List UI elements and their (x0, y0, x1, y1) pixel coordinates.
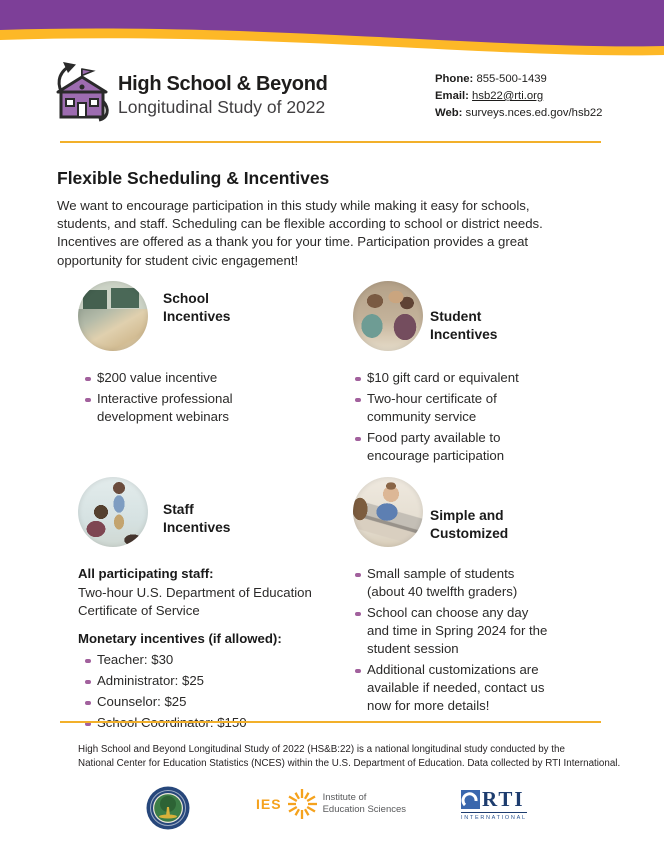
ies-name-line: Institute of (322, 791, 367, 803)
classroom-photo (78, 281, 148, 351)
bullet-item (78, 714, 350, 732)
section-body (348, 565, 583, 718)
intro-paragraph (57, 197, 543, 270)
header-wave-graphic (0, 0, 664, 62)
intro-line: students, and staff. Scheduling can be flexible according to school or district needs. (57, 216, 543, 232)
bullet-item: Administrator: $25 (78, 672, 350, 690)
custom-bullet-list (348, 565, 583, 715)
bullet-item: Counselor: $25 (78, 693, 350, 711)
contact-web-row (435, 105, 602, 122)
ed-seal-graphic (146, 786, 190, 830)
rti-logo (461, 789, 527, 821)
section-title: Staff Incentives (163, 502, 231, 535)
ies-logo (256, 786, 406, 822)
student-laptop-photo (353, 477, 423, 547)
bottom-divider (60, 721, 601, 723)
section-title: School Incentives (163, 291, 231, 324)
logo-title: High School & Beyond (118, 73, 328, 95)
intro-line: We want to encourage participation in this study while making it easy for schools, (57, 198, 530, 213)
ies-acronym: IES (256, 796, 282, 812)
page-title: Flexible Scheduling & Incentives (57, 168, 330, 188)
rti-international-label: INTERNATIONAL (461, 812, 527, 821)
brand-logo (52, 60, 328, 124)
section-body (78, 369, 298, 429)
disclaimer-line: National Center for Education Statistics (NCES) within the U.S. Department of Education. Data collected by RTI International. (78, 758, 621, 769)
rti-logo-top (461, 789, 527, 810)
monetary-label: Monetary incentives (if allowed): (78, 631, 282, 646)
top-divider (60, 141, 601, 143)
web-label: Web: (435, 107, 463, 119)
bullet-item: School can choose any day and time in Spring 2024 for the student session (348, 604, 548, 658)
bullet-item: Two-hour certificate of community service (348, 390, 553, 426)
intro-line: opportunity for student civic engagement! (57, 252, 299, 268)
logo-text (118, 74, 328, 118)
bullet-item: $10 gift card or equivalent (348, 369, 553, 387)
email-link[interactable]: hsb22@rti.org (472, 90, 544, 102)
phone-value: 855-500-1439 (476, 73, 547, 85)
web-value: surveys.nces.ed.gov/hsb22 (465, 107, 603, 119)
contact-email-row (435, 88, 602, 105)
phone-label: Phone: (435, 73, 474, 85)
school-bullet-list (78, 369, 298, 426)
section-title: Student Incentives (430, 309, 498, 342)
ies-name (323, 792, 406, 817)
intro-line: Incentives are offered as a thank you for your time. Participation provides a great (57, 234, 529, 250)
contact-info (435, 71, 602, 122)
us-department-of-education-seal-icon (146, 786, 190, 835)
student-bullet-list (348, 369, 583, 465)
ies-sunburst-icon (284, 786, 320, 822)
staff-bullet-list (78, 651, 350, 732)
bullet-item: Teacher: $30 (78, 651, 350, 669)
footer-disclaimer (78, 743, 620, 771)
rti-name: RTI (482, 787, 525, 811)
all-staff-label: All participating staff: (78, 566, 214, 581)
schoolhouse-logo-icon (52, 60, 112, 124)
teacher-photo (78, 477, 148, 547)
section-body (348, 369, 583, 468)
bullet-item: Small sample of students (about 40 twelfth graders) (348, 565, 548, 601)
bullet-item: Food party available to encourage participation (348, 429, 553, 465)
bullet-item: Additional customizations are available if needed, contact us now for more details! (348, 661, 548, 715)
section-title: Simple and Customized (430, 508, 509, 541)
rti-swirl-icon (461, 790, 480, 809)
email-label: Email: (435, 90, 469, 102)
section-body (78, 565, 350, 735)
disclaimer-line: High School and Beyond Longitudinal Study of 2022 (HS&B:22) is a national longitudinal study conducted by the (78, 744, 565, 755)
bullet-item: $200 value incentive (78, 369, 283, 387)
contact-phone-row (435, 71, 602, 88)
ies-name-line: Education Sciences (322, 804, 407, 815)
students-photo (353, 281, 423, 351)
bullet-item: Interactive professional development webinars (78, 390, 283, 426)
logo-subtitle: Longitudinal Study of 2022 (118, 97, 326, 117)
all-staff-text: Two-hour U.S. Department of Education Certificate of Service (78, 585, 312, 618)
